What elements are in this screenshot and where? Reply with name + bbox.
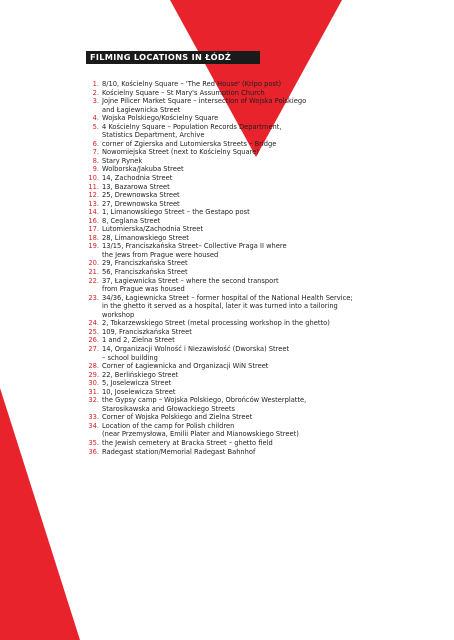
list-item bbox=[86, 148, 386, 157]
filming-locations-list bbox=[86, 80, 386, 456]
item-number: 34. bbox=[88, 421, 99, 430]
list-item bbox=[86, 413, 386, 422]
item-number: 7. bbox=[92, 148, 99, 157]
item-text-line: Stary Rynek bbox=[102, 156, 143, 165]
item-text bbox=[102, 174, 386, 183]
item-number: 12. bbox=[88, 191, 99, 200]
item-text bbox=[102, 123, 386, 140]
item-number: 10. bbox=[88, 174, 99, 183]
list-item bbox=[86, 396, 386, 413]
item-number: 9. bbox=[92, 165, 99, 174]
item-text-line: 25, Drewnowska Street bbox=[102, 191, 180, 200]
list-item bbox=[86, 174, 386, 183]
item-text-line: – school building bbox=[102, 353, 158, 362]
item-text-line: Location of the camp for Polish children bbox=[102, 421, 235, 430]
item-text-line: corner of Zgierska and Lutomierska Streets – Bridge bbox=[102, 139, 277, 148]
item-text-line: workshop bbox=[102, 310, 135, 319]
item-text-line: 4 Kościelny Square – Population Records Department, bbox=[102, 122, 282, 131]
item-number: 30. bbox=[88, 379, 99, 388]
item-text bbox=[102, 422, 386, 439]
item-number: 35. bbox=[88, 438, 99, 447]
list-item bbox=[86, 140, 386, 149]
item-text-line: 8/10, Kościelny Square – 'The Red House' (Kripo post) bbox=[102, 80, 282, 88]
item-text-line: Kościelny Square – St Mary's Assumption Church bbox=[102, 88, 265, 97]
list-item bbox=[86, 123, 386, 140]
item-text bbox=[102, 277, 386, 294]
item-number: 14. bbox=[88, 208, 99, 217]
item-number: 23. bbox=[88, 293, 99, 302]
item-text-line: 2, Tokarzewskiego Street (metal processing workshop in the ghetto) bbox=[102, 319, 330, 328]
item-text bbox=[102, 208, 386, 217]
list-item bbox=[86, 371, 386, 380]
item-text bbox=[102, 268, 386, 277]
item-number: 1. bbox=[92, 80, 99, 88]
list-item bbox=[86, 217, 386, 226]
item-number: 27. bbox=[88, 344, 99, 353]
item-text bbox=[102, 191, 386, 200]
list-item bbox=[86, 362, 386, 371]
item-number: 25. bbox=[88, 327, 99, 336]
list-item bbox=[86, 259, 386, 268]
item-text bbox=[102, 242, 386, 259]
item-text-line: 1 and 2, Zielna Street bbox=[102, 336, 175, 345]
list-item bbox=[86, 200, 386, 209]
item-text bbox=[102, 448, 386, 457]
list-item bbox=[86, 80, 386, 89]
item-text bbox=[102, 165, 386, 174]
item-number: 33. bbox=[88, 413, 99, 422]
item-number: 32. bbox=[88, 396, 99, 405]
item-text bbox=[102, 183, 386, 192]
item-text-line: Corner of Łagiewnicka and Organizacji WiN Street bbox=[102, 362, 269, 371]
item-text bbox=[102, 89, 386, 98]
item-text-line: 1, Limanowskiego Street – the Gestapo post bbox=[102, 208, 250, 217]
item-number: 3. bbox=[92, 97, 99, 106]
item-text-line: Corner of Wojska Polskiego and Zielna Street bbox=[102, 413, 253, 422]
item-number: 29. bbox=[88, 370, 99, 379]
item-text-line: and Łagiewnicka Street bbox=[102, 105, 181, 114]
item-text-line: Nowomiejska Street (next to Kościelny Square) bbox=[102, 148, 259, 157]
list-item bbox=[86, 422, 386, 439]
item-number: 18. bbox=[88, 233, 99, 242]
item-text bbox=[102, 362, 386, 371]
item-text bbox=[102, 225, 386, 234]
item-number: 11. bbox=[88, 182, 99, 191]
item-number: 36. bbox=[88, 447, 99, 456]
item-text-line: (near Przemysłowa, Emilii Plater and Mianowskiego Street) bbox=[102, 430, 299, 439]
list-item bbox=[86, 89, 386, 98]
item-number: 17. bbox=[88, 225, 99, 234]
item-text-line: 13, Bazarowa Street bbox=[102, 182, 170, 191]
item-text-line: the Jews from Prague were housed bbox=[102, 250, 219, 259]
item-text bbox=[102, 413, 386, 422]
item-number: 19. bbox=[88, 242, 99, 251]
list-item bbox=[86, 165, 386, 174]
item-text-line: 28, Limanowskiego Street bbox=[102, 233, 189, 242]
item-text bbox=[102, 345, 386, 362]
item-text bbox=[102, 234, 386, 243]
list-item bbox=[86, 336, 386, 345]
item-text bbox=[102, 200, 386, 209]
item-text-line: from Prague was housed bbox=[102, 285, 185, 294]
item-text-line: 27, Drewnowska Street bbox=[102, 199, 180, 208]
item-text bbox=[102, 396, 386, 413]
item-text bbox=[102, 114, 386, 123]
item-text-line: 34/36, Łagiewnicka Street – former hospital of the National Health Service; bbox=[102, 293, 353, 302]
list-item bbox=[86, 345, 386, 362]
item-text bbox=[102, 371, 386, 380]
item-text-line: the Jewish cemetery at Bracka Street – ghetto field bbox=[102, 438, 273, 447]
item-text bbox=[102, 97, 386, 114]
item-text-line: 109, Franciszkańska Street bbox=[102, 327, 192, 336]
item-text-line: 10, Joselewicza Street bbox=[102, 387, 176, 396]
item-text-line: Radegast station/Memorial Radegast Bahnhof bbox=[102, 447, 256, 456]
item-number: 5. bbox=[92, 122, 99, 131]
item-text-line: Jojne Pilicer Market Square – intersection of Wojska Polskiego bbox=[102, 97, 307, 106]
list-item bbox=[86, 225, 386, 234]
list-item bbox=[86, 208, 386, 217]
item-text-line: 29, Franciszkańska Street bbox=[102, 259, 188, 268]
item-text bbox=[102, 294, 386, 320]
item-text-line: 8, Ceglana Street bbox=[102, 216, 161, 225]
item-text bbox=[102, 328, 386, 337]
item-text bbox=[102, 259, 386, 268]
item-text-line: 14, Zachodnia Street bbox=[102, 174, 173, 183]
list-item bbox=[86, 268, 386, 277]
list-item bbox=[86, 191, 386, 200]
list-item bbox=[86, 388, 386, 397]
list-item bbox=[86, 294, 386, 320]
item-text bbox=[102, 80, 386, 89]
list-item bbox=[86, 157, 386, 166]
list-item bbox=[86, 439, 386, 448]
item-text-line: 37, Łagiewnicka Street – where the second transport bbox=[102, 276, 279, 285]
item-number: 28. bbox=[88, 362, 99, 371]
item-number: 8. bbox=[92, 156, 99, 165]
item-number: 20. bbox=[88, 259, 99, 268]
item-text-line: Wojska Polskiego/Kościelny Square bbox=[102, 114, 219, 123]
item-text-line: 5, Joselewicza Street bbox=[102, 379, 172, 388]
item-text-line: Wolborska/Jakuba Street bbox=[102, 165, 184, 174]
item-text-line: 13/15, Franciszkańska Street– Collective Praga II where bbox=[102, 242, 287, 251]
item-text-line: in the ghetto it served as a hospital, later it was turned into a tailoring bbox=[102, 302, 338, 311]
item-text-line: 22, Berlińskiego Street bbox=[102, 370, 179, 379]
item-text-line: Statistics Department, Archive bbox=[102, 131, 205, 140]
item-number: 13. bbox=[88, 199, 99, 208]
list-item bbox=[86, 448, 386, 457]
list-item bbox=[86, 319, 386, 328]
item-number: 16. bbox=[88, 216, 99, 225]
item-text-line: the Gypsy camp – Wojska Polskiego, Obrońców Westerplatte, bbox=[102, 396, 307, 405]
list-item bbox=[86, 114, 386, 123]
item-text-line: 56, Franciszkańska Street bbox=[102, 268, 188, 277]
list-item bbox=[86, 183, 386, 192]
item-number: 26. bbox=[88, 336, 99, 345]
item-text bbox=[102, 217, 386, 226]
item-number: 6. bbox=[92, 139, 99, 148]
list-item bbox=[86, 234, 386, 243]
list-item bbox=[86, 328, 386, 337]
item-number: 4. bbox=[92, 114, 99, 123]
item-text-line: 14, Organizacji Wolność i Niezawisłość (Dworska) Street bbox=[102, 344, 290, 353]
item-text bbox=[102, 148, 386, 157]
item-text-line: Starosikawska and Głowackiego Streets bbox=[102, 404, 236, 413]
item-text bbox=[102, 157, 386, 166]
item-text-line: Lutomierska/Zachodnia Street bbox=[102, 225, 203, 234]
list-item bbox=[86, 379, 386, 388]
list-item bbox=[86, 242, 386, 259]
item-number: 24. bbox=[88, 319, 99, 328]
item-number: 21. bbox=[88, 268, 99, 277]
item-text bbox=[102, 439, 386, 448]
item-text bbox=[102, 379, 386, 388]
list-item bbox=[86, 97, 386, 114]
list-item bbox=[86, 277, 386, 294]
item-text bbox=[102, 336, 386, 345]
item-text bbox=[102, 319, 386, 328]
item-number: 31. bbox=[88, 387, 99, 396]
page-title: FILMING LOCATIONS IN ŁÓDŹ bbox=[86, 51, 260, 64]
item-text bbox=[102, 140, 386, 149]
item-number: 22. bbox=[88, 276, 99, 285]
item-number: 2. bbox=[92, 88, 99, 97]
item-text bbox=[102, 388, 386, 397]
